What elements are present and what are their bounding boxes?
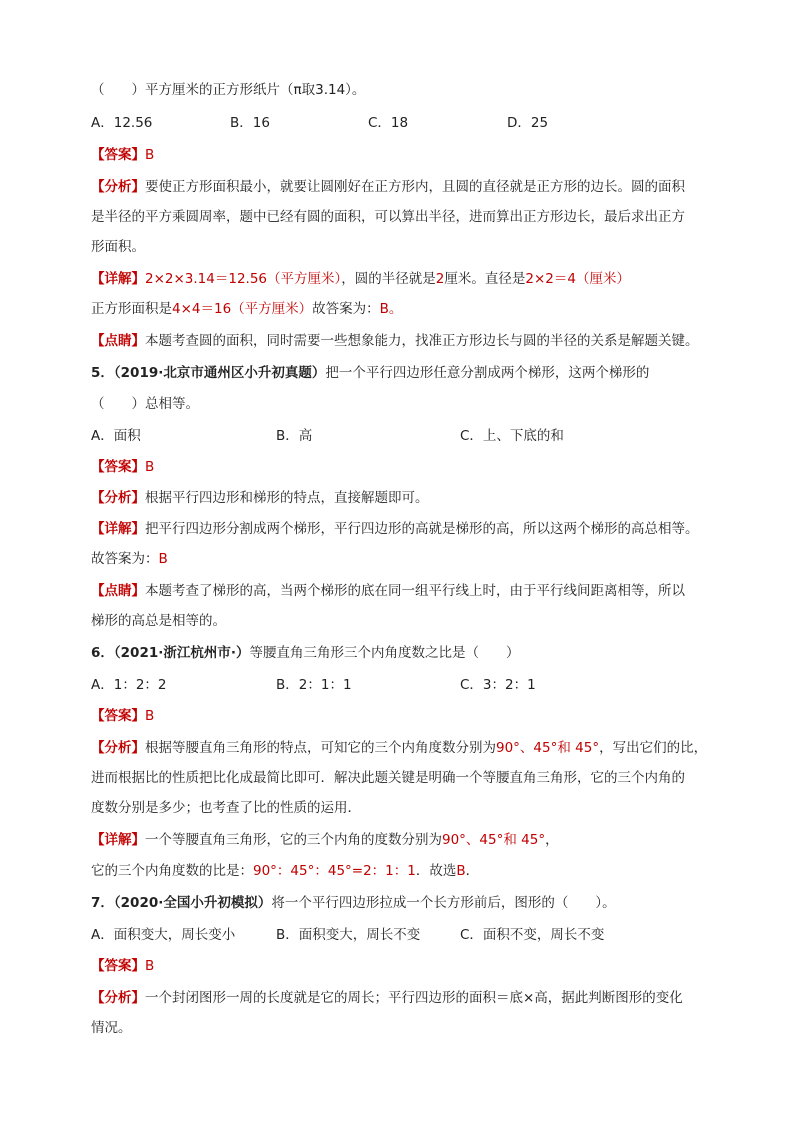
detail-tag: 【详解】	[91, 521, 145, 537]
point-text: 本题考查了梯形的高，当两个梯形的底在同一组平行线上时，由于平行线间距离相等，所以	[145, 583, 685, 599]
question-source: （2020·全国小升初模拟）	[113, 895, 272, 911]
q6-stem	[91, 643, 754, 663]
answer-tag: 【答案】	[91, 708, 145, 724]
formula: 2	[435, 271, 445, 287]
q5-detail-line1	[91, 519, 754, 539]
q4-point	[91, 331, 754, 351]
detail-text: 厘米。直径是	[444, 271, 526, 287]
analysis-text: 一个封闭图形一周的长度就是它的周长；平行四边形的面积＝底×高，据此判断图形的变化	[145, 990, 683, 1006]
detail-tag: 【详解】	[91, 832, 145, 848]
q7-analysis-line2: 情况。	[91, 1020, 132, 1036]
answer-value: B	[145, 708, 155, 724]
answer-value: B	[145, 958, 155, 974]
q6-answer	[91, 706, 754, 726]
analysis-text: 要使正方形面积最小，就要让圆刚好在正方形内，且圆的直径就是正方形的边长。圆的面积	[145, 179, 685, 195]
formula: 2×2×3.14＝12.56（平方厘米）	[145, 271, 342, 287]
answer-tag: 【答案】	[91, 459, 145, 475]
detail-tag: 【详解】	[91, 271, 145, 287]
q6-detail-line2	[91, 861, 754, 881]
q7-option-c: C．面积不变，周长不变	[460, 927, 605, 943]
analysis-text: 根据等腰直角三角形的特点，可知它的三个内角度数分别为	[145, 740, 496, 756]
formula: 90°、45°和 45°	[496, 740, 600, 756]
answer-tag: 【答案】	[91, 147, 145, 163]
detail-text: ．	[465, 863, 480, 879]
q5-stem-line1	[91, 363, 754, 383]
q6-option-c: C．3：2：1	[460, 677, 536, 693]
q4-answer	[91, 145, 754, 165]
analysis-tag: 【分析】	[91, 740, 145, 756]
detail-text: 一个等腰直角三角形，它的三个内角的度数分别为	[145, 832, 442, 848]
detail-text: ，圆的半径就是	[341, 271, 436, 287]
formula: 2×2＝4（厘米）	[525, 271, 630, 287]
q5-option-b: B．高	[276, 428, 313, 444]
q5-point-line2: 梯形的高总是相等的。	[91, 613, 226, 629]
question-number: 6．	[91, 645, 114, 661]
q6-option-a: A．1：2：2	[91, 677, 167, 693]
answer-value: B	[158, 551, 168, 567]
q6-analysis-line3: 度数分别是多少；也考查了比的性质的运用．	[91, 800, 361, 816]
stem-text: 将一个平行四边形拉成一个长方形前后，图形的（ ）。	[271, 895, 616, 911]
analysis-tag: 【分析】	[91, 990, 145, 1006]
q7-stem	[91, 893, 754, 913]
q6-detail-line1	[91, 830, 754, 850]
answer-value: B	[456, 863, 466, 879]
q4-option-b: B．16	[230, 115, 270, 131]
answer-tag: 【答案】	[91, 958, 145, 974]
formula: 90°、45°和 45°	[442, 832, 546, 848]
q4-detail-line2	[91, 299, 754, 319]
q5-stem-line2: （ ）总相等。	[91, 396, 199, 412]
analysis-tag: 【分析】	[91, 490, 145, 506]
analysis-tag: 【分析】	[91, 179, 145, 195]
formula: 90°：45°：45°=2：1：1	[253, 863, 416, 879]
q7-option-b: B．面积变大，周长不变	[276, 927, 421, 943]
q4-analysis-line1	[91, 177, 754, 197]
answer-value: B	[145, 459, 155, 475]
detail-text: ．故选	[415, 863, 457, 879]
q6-option-b: B．2：1：1	[276, 677, 352, 693]
q7-analysis-line1	[91, 988, 754, 1008]
detail-text: 正方形面积是	[91, 301, 172, 317]
detail-text: ，	[545, 832, 559, 848]
q4-option-d: D．25	[507, 115, 549, 131]
q5-analysis	[91, 488, 754, 508]
q4-stem: （ ）平方厘米的正方形纸片（π取3.14）。	[91, 82, 366, 98]
question-number: 5．	[91, 365, 114, 381]
formula: 4×4＝16（平方厘米）	[172, 301, 313, 317]
question-source: （2021·浙江杭州市·）	[113, 645, 250, 661]
detail-text: 故答案为：	[312, 301, 380, 317]
q5-detail-line2	[91, 549, 754, 569]
detail-text: 故答案为：	[91, 551, 159, 567]
q4-option-a: A．12.56	[91, 115, 153, 131]
q5-point-line1	[91, 581, 754, 601]
analysis-text: ，写出它们的比，	[599, 740, 708, 756]
q7-answer	[91, 956, 754, 976]
point-text: 本题考查圆的面积，同时需要一些想象能力，找准正方形边长与圆的半径的关系是解题关键。	[145, 333, 699, 349]
detail-text: 把平行四边形分割成两个梯形，平行四边形的高就是梯形的高，所以这两个梯形的高总相等。	[145, 521, 699, 537]
answer-value: B	[145, 147, 155, 163]
stem-text: 把一个平行四边形任意分割成两个梯形，这两个梯形的	[325, 365, 650, 381]
q6-analysis-line1	[91, 738, 754, 758]
question-number: 7．	[91, 895, 114, 911]
q4-analysis-line2: 是半径的平方乘圆周率，题中已经有圆的面积，可以算出半径，进而算出正方形边长，最后求出正方	[91, 209, 685, 225]
q4-option-c: C．18	[368, 115, 409, 131]
q4-analysis-line3: 形面积。	[91, 239, 145, 255]
point-tag: 【点睛】	[91, 583, 145, 599]
answer-value: B。	[379, 301, 403, 317]
q5-answer	[91, 457, 754, 477]
q6-analysis-line2: 进而根据比的性质把比化成最简比即可．解决此题关键是明确一个等腰直角三角形，它的三个内角的	[91, 770, 685, 786]
q5-option-c: C．上、下底的和	[460, 428, 564, 444]
q7-option-a: A．面积变大，周长变小	[91, 927, 236, 943]
point-tag: 【点睛】	[91, 333, 145, 349]
q4-detail-line1	[91, 269, 754, 289]
analysis-text: 根据平行四边形和梯形的特点，直接解题即可。	[145, 490, 429, 506]
question-source: （2019·北京市通州区小升初真题）	[113, 365, 326, 381]
q5-option-a: A．面积	[91, 428, 141, 444]
detail-text: 它的三个内角度数的比是：	[91, 863, 253, 879]
stem-text: 等腰直角三角形三个内角度数之比是（ ）	[249, 645, 520, 661]
